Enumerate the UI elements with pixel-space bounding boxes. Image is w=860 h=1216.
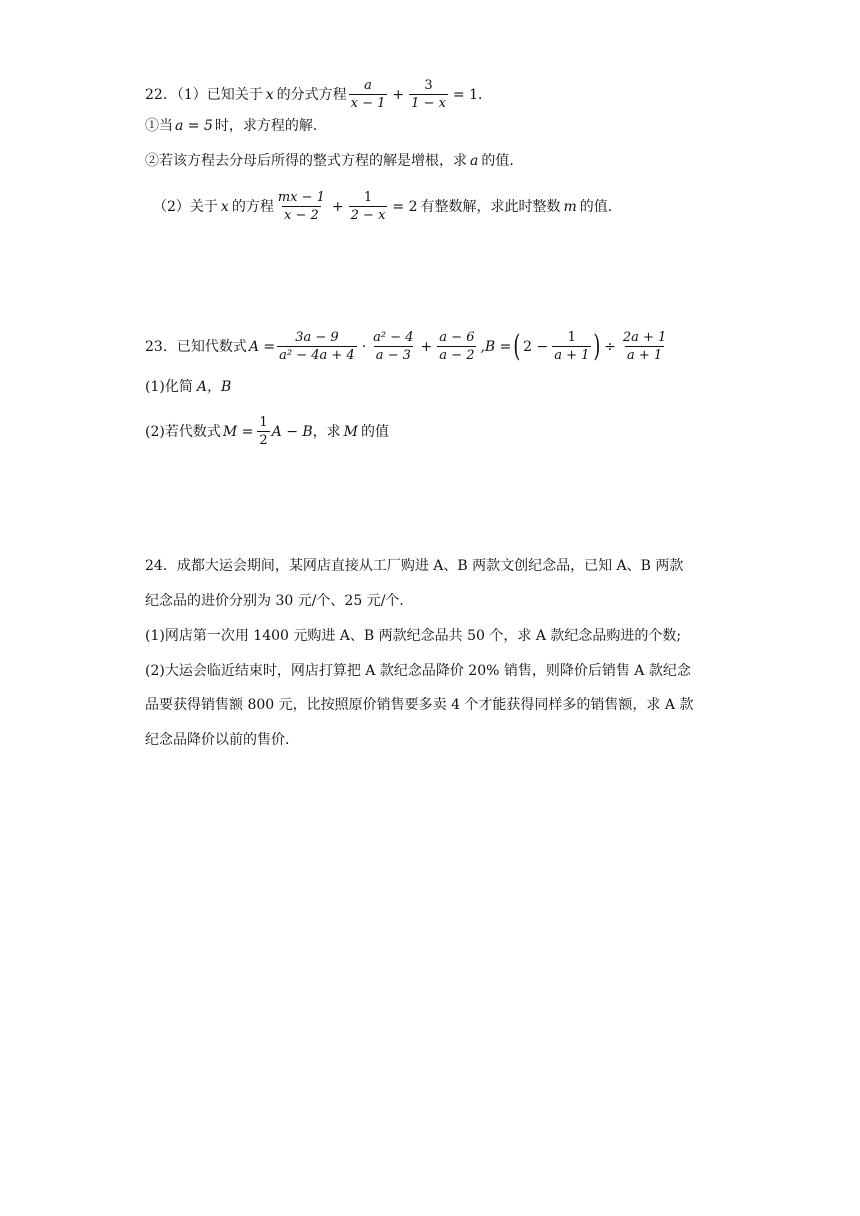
q23-frac2 <box>371 330 415 363</box>
q22-part2-var: a <box>470 153 479 169</box>
q23-frac1 <box>277 330 357 363</box>
frac-numerator: a <box>364 78 372 93</box>
q22-eq2-frac1 <box>276 190 327 223</box>
q22-var-x: x <box>265 86 274 103</box>
q24-line-1: 24．成都大运会期间，某网店直接从工厂购进 A、B 两款文创纪念品，已知 A、B 两款 <box>145 558 684 574</box>
q22-line-1 <box>145 78 492 111</box>
q22-part3-m: m <box>563 198 577 215</box>
q22-eq2-frac2 <box>349 190 388 223</box>
q23-part1-text: (1)化简 <box>145 379 193 395</box>
q23-part2-text: (2)若代数式 <box>145 423 221 440</box>
frac-denominator: a − 2 <box>439 348 475 363</box>
frac-numerator: 2a + 1 <box>622 330 667 345</box>
q22-part2-text: ②若该方程去分母后所得的整式方程的解是增根，求 <box>145 153 467 169</box>
q23-frac3 <box>437 330 476 363</box>
q24-line-3: (1)网店第一次用 1400 元购进 A、B 两款纪念品共 50 个，求 A 款纪念品购进的个数; <box>145 628 682 644</box>
q23-M-lhs: M = <box>222 423 254 440</box>
frac-denominator: a − 3 <box>375 348 411 363</box>
q23-frac5 <box>621 330 668 363</box>
frac-denominator: a² − 4a + 4 <box>279 348 355 363</box>
q22-part1-prefix: ①当 <box>145 118 173 134</box>
frac-numerator: 1 <box>567 330 576 345</box>
q23-part1 <box>145 377 231 397</box>
q22-eq1-frac1 <box>349 78 388 111</box>
frac-numerator: 3a − 9 <box>295 330 339 345</box>
q22-part2-rest: 的值. <box>481 153 514 169</box>
q23-two-minus: 2 − <box>523 338 549 355</box>
frac-denominator: 2 − x <box>350 208 386 223</box>
q22-eq1-rhs: = 1． <box>452 86 492 103</box>
q22-intro: 22．（1）已知关于 <box>145 86 263 103</box>
q24-line-2: 纪念品的进价分别为 30 元/个、25 元/个. <box>145 593 404 609</box>
q23-part2-rest: ，求 <box>312 423 341 440</box>
q24-line-4: (2)大运会临近结束时，网店打算把 A 款纪念品降价 20% 销售，则降价后销售 A 款纪念 <box>145 663 691 679</box>
q23-line-1 <box>145 330 670 363</box>
frac-numerator: a² − 4 <box>373 330 414 345</box>
frac-numerator: a − 6 <box>439 330 475 345</box>
frac-numerator: 1 <box>259 415 268 430</box>
q23-part2 <box>145 415 389 448</box>
q24-line-6: 纪念品降价以前的售价. <box>145 732 290 748</box>
q22-part1-condition: a = 5 <box>175 118 213 134</box>
frac-denominator: 1 − x <box>411 96 446 111</box>
q22-part3-mid: 的方程 <box>231 198 274 215</box>
q22-part3-end: 的值. <box>579 198 613 215</box>
q22-part3-var: x <box>220 198 229 215</box>
frac-denominator: a + 1 <box>554 348 590 363</box>
q23-half <box>257 415 269 448</box>
q22-part2 <box>145 151 514 171</box>
q23-M-rhs: A − B <box>271 423 313 440</box>
q22-part3-rest: 有整数解，求此时整数 <box>420 198 561 215</box>
q22-eq2-rhs: = 2 <box>392 198 418 215</box>
frac-numerator: 1 <box>363 190 373 205</box>
q23-frac4 <box>552 330 591 363</box>
left-paren: ( <box>513 328 521 364</box>
frac-numerator: 3 <box>424 78 433 93</box>
q23-part2-end: 的值 <box>361 423 390 440</box>
plus-sign: + <box>392 86 405 103</box>
dot-operator: · <box>361 338 367 355</box>
q23-B-lhs: ,B = <box>480 338 512 355</box>
q22-part1-rest: 时，求方程的解. <box>214 118 318 134</box>
q23-A-lhs: A = <box>248 338 276 355</box>
frac-numerator: mx − 1 <box>277 190 325 205</box>
q22-intro2: 的分式方程 <box>276 86 347 103</box>
q22-part1 <box>145 116 317 136</box>
q23-part2-M: M <box>343 423 359 440</box>
q23-intro: 23．已知代数式 <box>145 338 247 355</box>
plus-sign: + <box>420 338 433 355</box>
q22-eq1-frac2 <box>409 78 448 111</box>
frac-denominator: 2 <box>259 433 268 448</box>
divide-sign: ÷ <box>604 338 616 355</box>
plus-sign: + <box>331 198 344 215</box>
right-paren: ) <box>593 328 601 364</box>
frac-denominator: x − 1 <box>350 96 386 111</box>
frac-denominator: x − 2 <box>283 208 319 223</box>
q23-part1-vars: A，B <box>196 379 232 395</box>
frac-denominator: a + 1 <box>626 348 663 363</box>
q22-part3 <box>153 190 612 223</box>
q22-part3-intro: （2）关于 <box>153 198 218 215</box>
q24-line-5: 品要获得销售额 800 元，比按照原价销售要多卖 4 个才能获得同样多的销售额，求 A 款 <box>145 697 694 713</box>
